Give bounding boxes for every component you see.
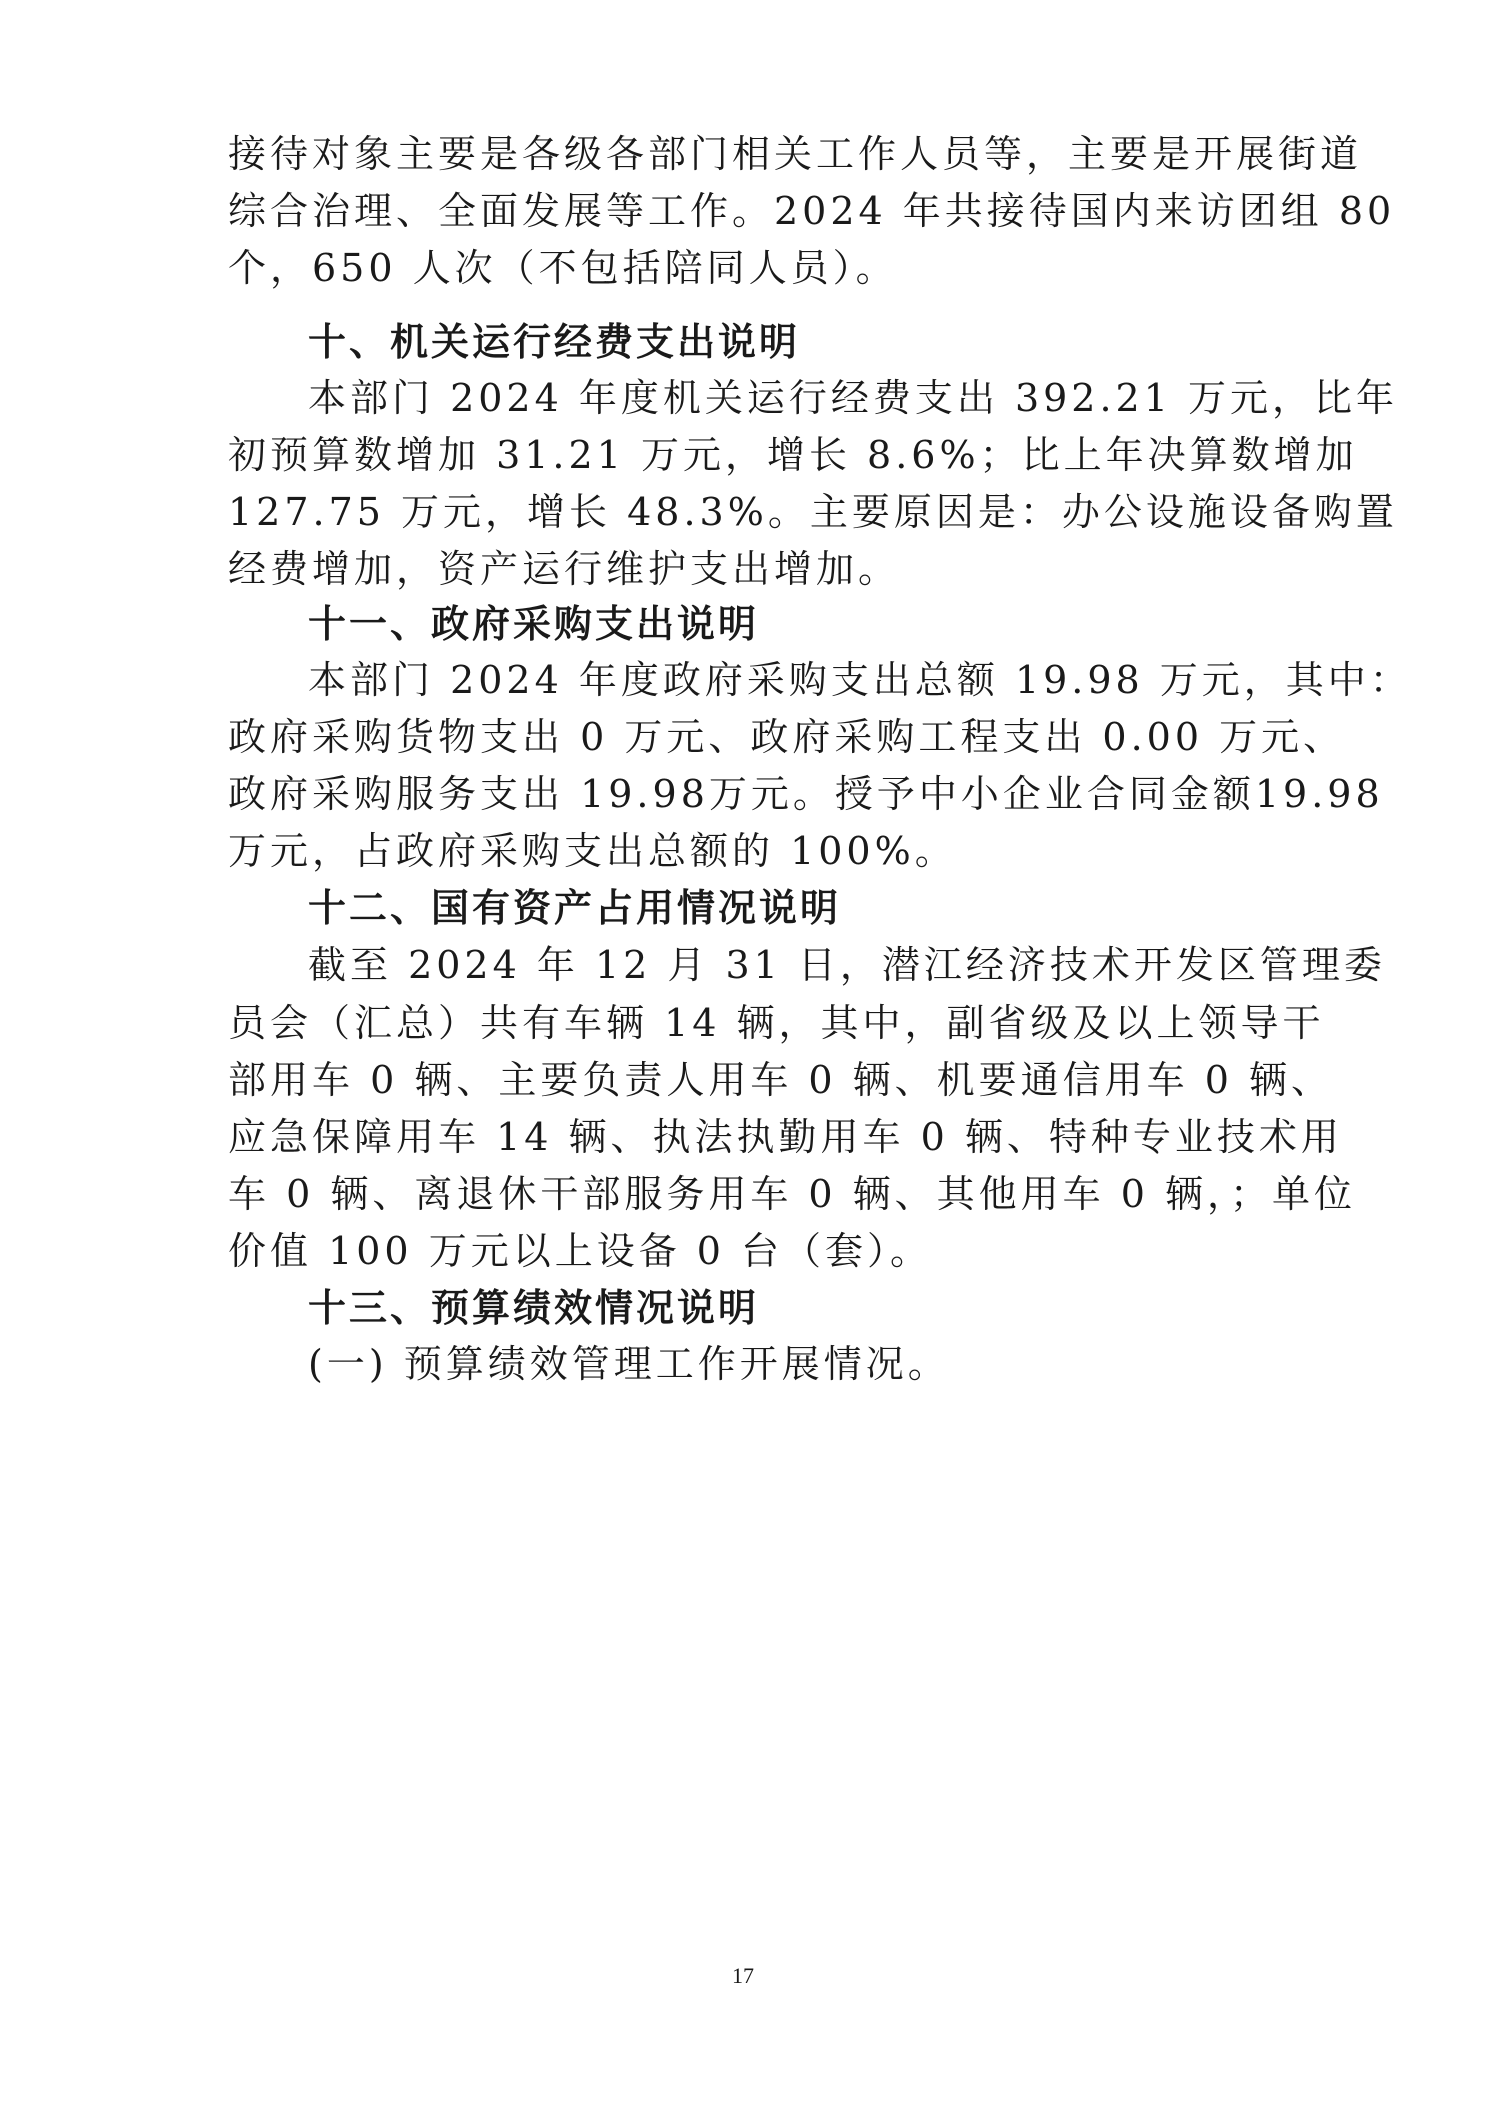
paragraph-line: 经费增加，资产运行维护支出增加。 xyxy=(228,547,901,591)
paragraph-line: 政府采购货物支出 0 万元、政府采购工程支出 0.00 万元、 xyxy=(228,715,1346,759)
paragraph-line: 应急保障用车 14 辆、执法执勤用车 0 辆、特种专业技术用 xyxy=(228,1115,1343,1159)
paragraph-line: 万元，占政府采购支出总额的 100%。 xyxy=(228,829,957,873)
paragraph-line: 部用车 0 辆、主要负责人用车 0 辆、机要通信用车 0 辆、 xyxy=(228,1058,1334,1102)
subsection-heading: (一) 预算绩效管理工作开展情况。 xyxy=(308,1342,950,1386)
paragraph-line: 员会（汇总）共有车辆 14 辆，其中，副省级及以上领导干 xyxy=(228,1001,1325,1045)
paragraph-line: 政府采购服务支出 19.98万元。授予中小企业合同金额19.98 xyxy=(228,772,1384,816)
section-heading-13: 十三、预算绩效情况说明 xyxy=(308,1286,760,1330)
paragraph-line: 个，650 人次（不包括陪同人员）。 xyxy=(228,246,898,290)
paragraph-line: 车 0 辆、离退休干部服务用车 0 辆、其他用车 0 辆，；单位 xyxy=(228,1172,1357,1216)
section-heading-11: 十一、政府采购支出说明 xyxy=(308,602,760,646)
paragraph-line: 接待对象主要是各级各部门相关工作人员等，主要是开展街道 xyxy=(228,132,1363,176)
paragraph-line: 初预算数增加 31.21 万元，增长 8.6%；比上年决算数增加 xyxy=(228,433,1358,477)
paragraph-line: 127.75 万元，增长 48.3%。主要原因是：办公设施设备购置 xyxy=(228,490,1398,534)
paragraph-line: 本部门 2024 年度机关运行经费支出 392.21 万元，比年 xyxy=(308,376,1398,420)
paragraph-line: 本部门 2024 年度政府采购支出总额 19.98 万元，其中： xyxy=(308,658,1412,702)
section-heading-10: 十、机关运行经费支出说明 xyxy=(308,320,801,364)
section-heading-12: 十二、国有资产占用情况说明 xyxy=(308,886,842,930)
paragraph-line: 价值 100 万元以上设备 0 台（套）。 xyxy=(228,1229,933,1273)
paragraph-line: 综合治理、全面发展等工作。2024 年共接待国内来访团组 80 xyxy=(228,189,1396,233)
page-number: 17 xyxy=(732,1963,754,1988)
paragraph-line: 截至 2024 年 12 月 31 日，潜江经济技术开发区管理委 xyxy=(308,943,1386,987)
